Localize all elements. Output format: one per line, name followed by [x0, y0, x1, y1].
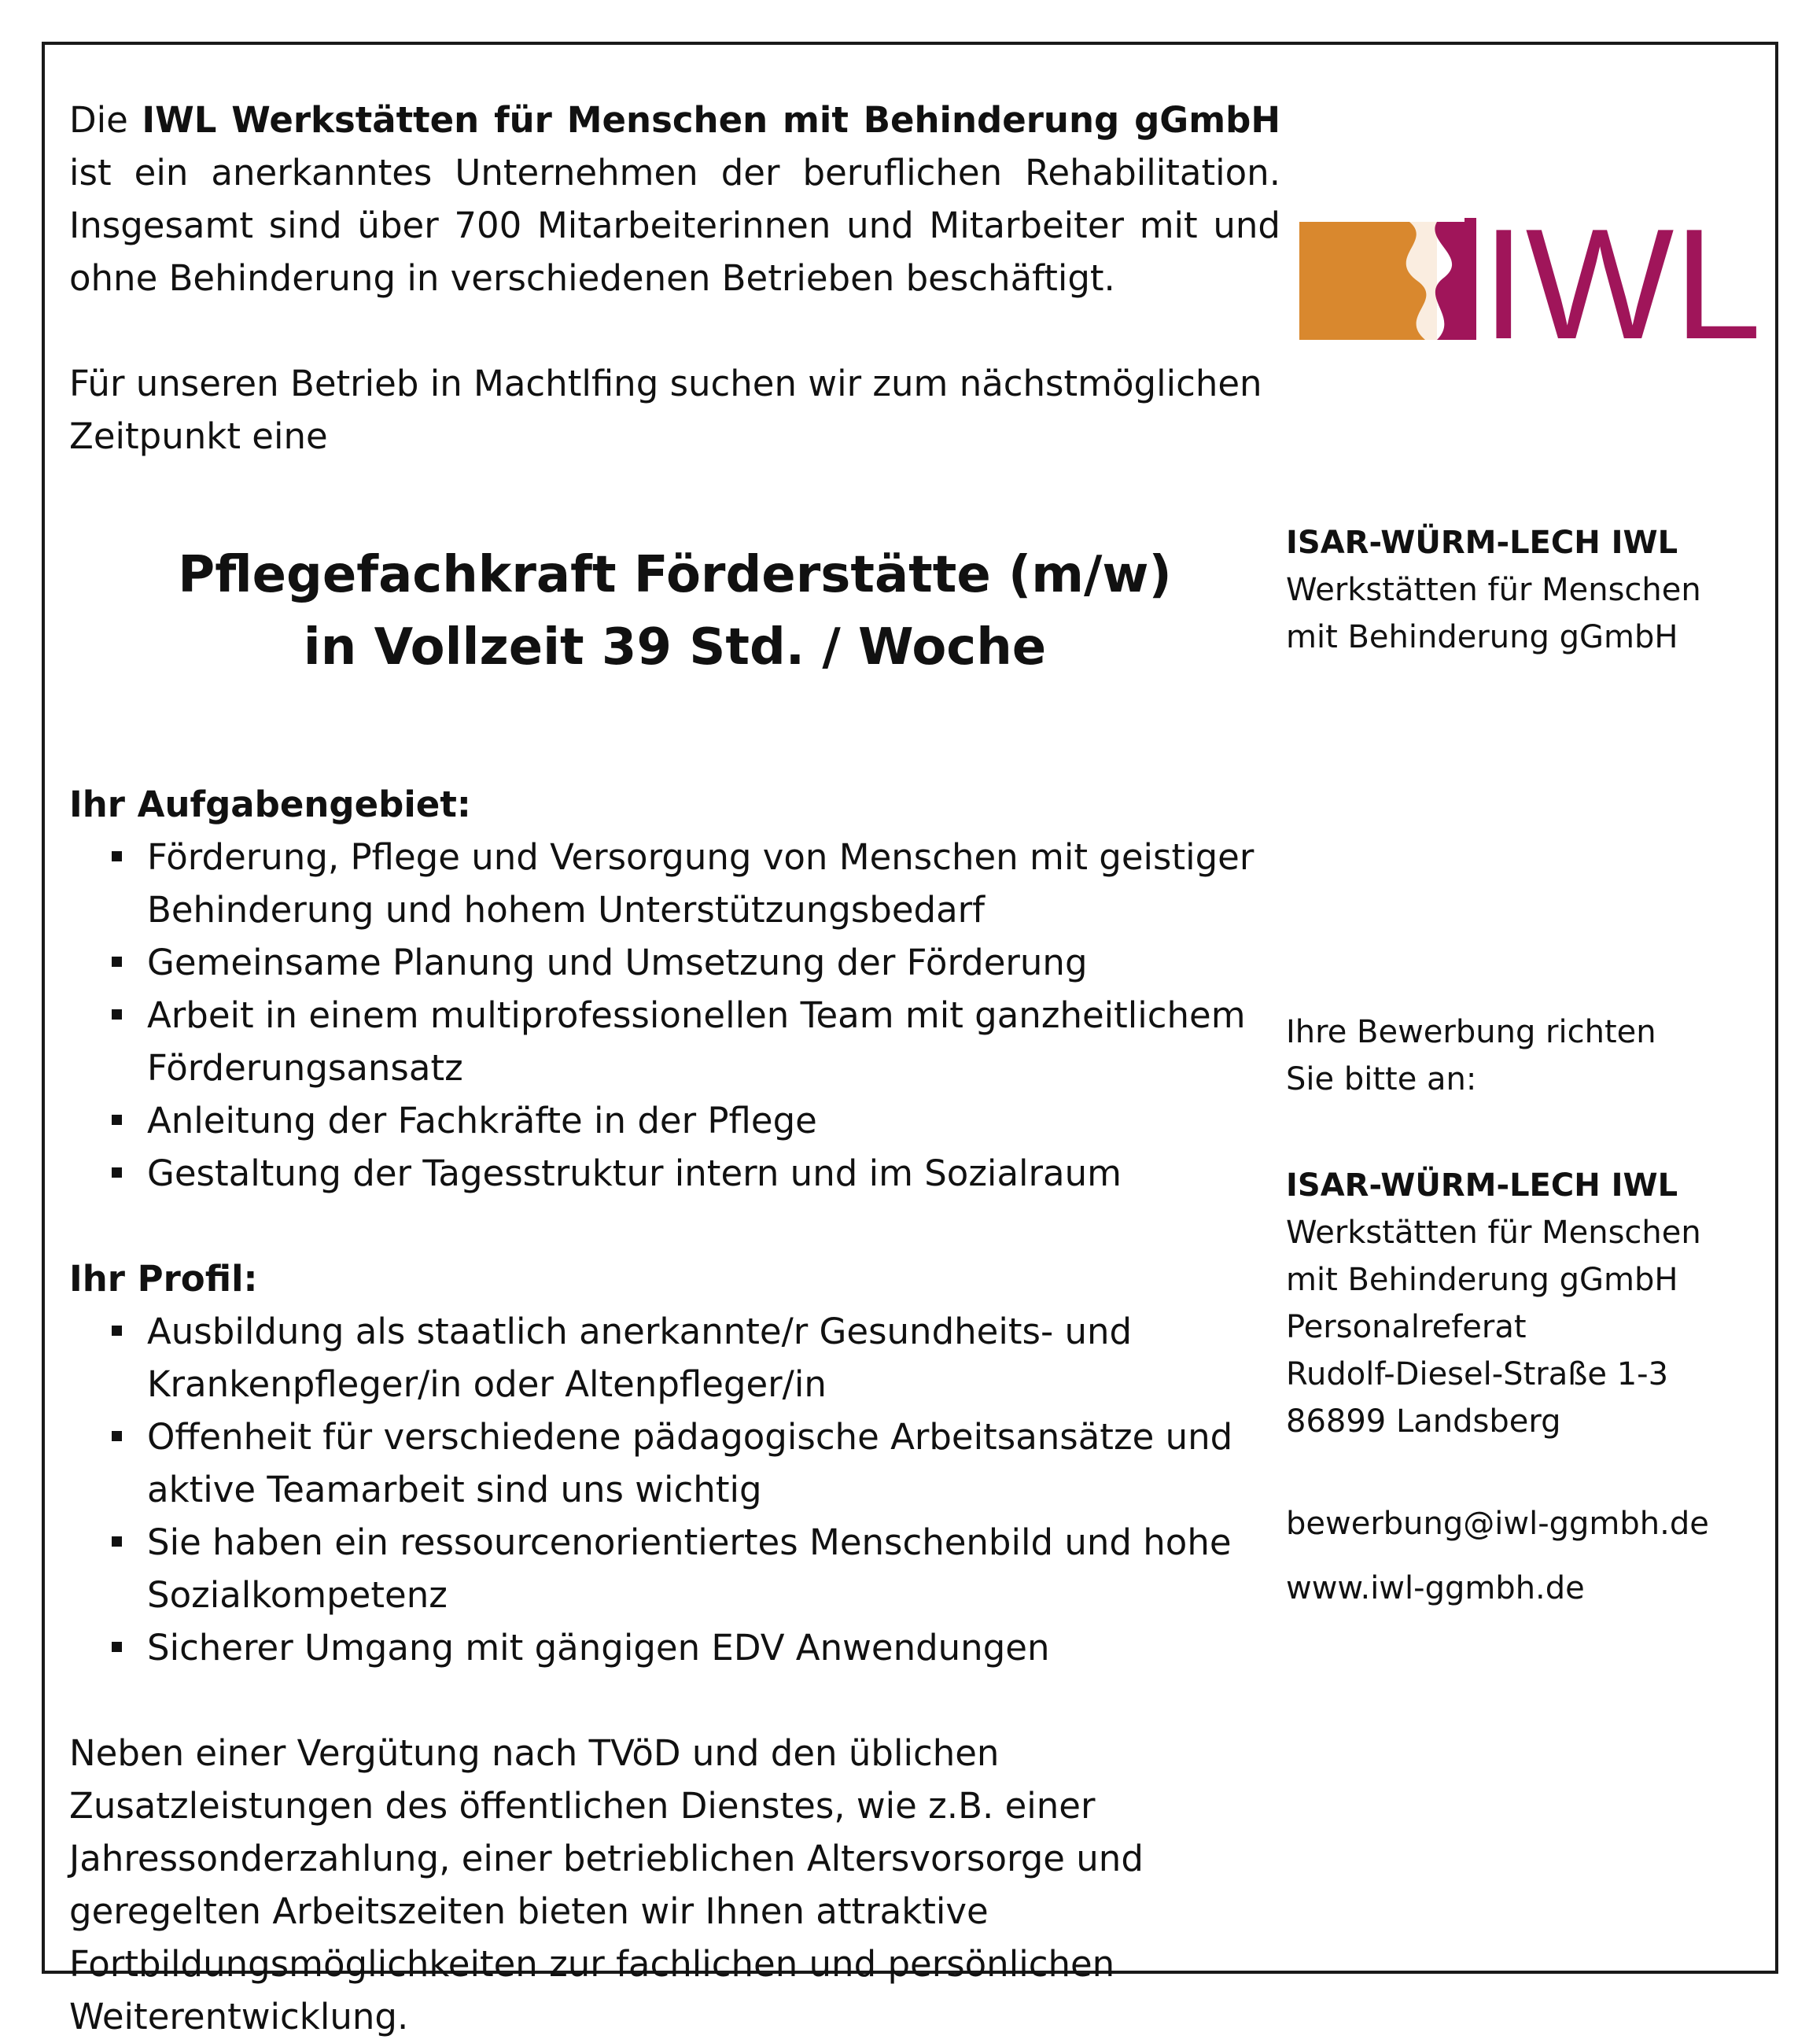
intro-pre: Die — [69, 99, 142, 141]
closing-paragraph: Neben einer Vergütung nach TVöD und den üblichen Zusatzleistungen des öffentlichen Dienstes, wie z.B. einer Jahressonderzahlung, einer betrieblichen Altersvorsorge und geregelten Arbeitszeiten bieten wir Ihnen attraktive Fortbildungsmöglichkeiten zur fachlichen und persönlichen Weiterentwicklung. — [69, 1732, 1144, 2037]
list-item: Offenheit für verschiedene pädagogische Arbeitsansätze und aktive Teamarbeit sind uns wichtig — [69, 1411, 1280, 1516]
profile-list — [69, 1305, 1280, 1674]
list-item: Gestaltung der Tagesstruktur intern und im Sozialraum — [69, 1147, 1280, 1200]
bullet-square-icon — [112, 1642, 122, 1652]
website-link[interactable]: www.iwl-ggmbh.de — [1286, 1570, 1585, 1606]
org-line2: Werkstätten für Menschen — [1286, 572, 1701, 608]
iwl-logo-text: IWL — [1482, 197, 1762, 372]
bullet-square-icon — [112, 1009, 122, 1020]
search-paragraph: Für unseren Betrieb in Machtlfing suchen wir zum nächstmöglichen Zeitpunkt eine — [69, 363, 1262, 457]
main-column — [69, 94, 1280, 2043]
intro-company-name: IWL Werkstätten für Menschen mit Behinderung gGmbH — [142, 99, 1280, 141]
address-street: Rudolf-Diesel-Straße 1-3 — [1286, 1356, 1669, 1392]
bullet-square-icon — [112, 1536, 122, 1547]
list-item: Förderung, Pflege und Versorgung von Menschen mit geistiger Behinderung und hohem Unterstützungsbedarf — [69, 831, 1280, 936]
bullet-square-icon — [112, 1431, 122, 1441]
intro-paragraph — [69, 94, 1280, 304]
bullet-square-icon — [112, 957, 122, 967]
org-line3: mit Behinderung gGmbH — [1286, 619, 1678, 655]
apply-line2: Sie bitte an: — [1286, 1061, 1477, 1097]
bullet-square-icon — [112, 1115, 122, 1125]
list-item: Arbeit in einem multiprofessionellen Team mit ganzheitlichem Förderungsansatz — [69, 989, 1280, 1094]
org-name: ISAR-WÜRM-LECH IWL — [1286, 525, 1678, 561]
iwl-logo — [1299, 197, 1762, 372]
job-title-line2: in Vollzeit 39 Std. / Woche — [303, 618, 1047, 677]
tasks-list — [69, 831, 1280, 1200]
address-line2: Werkstätten für Menschen — [1286, 1215, 1701, 1251]
bullet-square-icon — [112, 1326, 122, 1336]
org-block — [1286, 519, 1701, 661]
list-item: Sie haben ein ressourcenorientiertes Menschenbild und hohe Sozialkompetenz — [69, 1516, 1280, 1621]
contact-block — [1286, 1500, 1709, 1612]
address-department: Personalreferat — [1286, 1309, 1527, 1345]
bullet-square-icon — [112, 851, 122, 861]
tasks-heading: Ihr Aufgabengebiet: — [69, 784, 471, 825]
apply-instruction — [1286, 1009, 1656, 1103]
job-title-line1: Pflegefachkraft Förderstätte (m/w) — [178, 546, 1172, 604]
email-link[interactable]: bewerbung@iwl-ggmbh.de — [1286, 1506, 1709, 1542]
address-city: 86899 Landsberg — [1286, 1403, 1561, 1440]
list-item: Sicherer Umgang mit gängigen EDV Anwendungen — [69, 1621, 1280, 1674]
intro-post: ist ein anerkanntes Unternehmen der beruflichen Rehabilitation. Insgesamt sind über 700 Mitarbeiterinnen und Mitarbeiter mit und ohne Behinderung in verschiedenen Betrieben beschäftigt. — [69, 152, 1280, 299]
job-title — [69, 539, 1280, 684]
address-org-name: ISAR-WÜRM-LECH IWL — [1286, 1167, 1678, 1204]
address-block — [1286, 1162, 1701, 1445]
list-item: Anleitung der Fachkräfte in der Pflege — [69, 1094, 1280, 1147]
bullet-square-icon — [112, 1167, 122, 1178]
apply-line1: Ihre Bewerbung richten — [1286, 1014, 1656, 1050]
profile-heading: Ihr Profil: — [69, 1258, 258, 1300]
address-line3: mit Behinderung gGmbH — [1286, 1262, 1678, 1298]
ad-frame — [42, 42, 1778, 2037]
list-item: Ausbildung als staatlich anerkannte/r Gesundheits- und Krankenpfleger/in oder Altenpfleger/in — [69, 1305, 1280, 1411]
list-item: Gemeinsame Planung und Umsetzung der Förderung — [69, 936, 1280, 989]
